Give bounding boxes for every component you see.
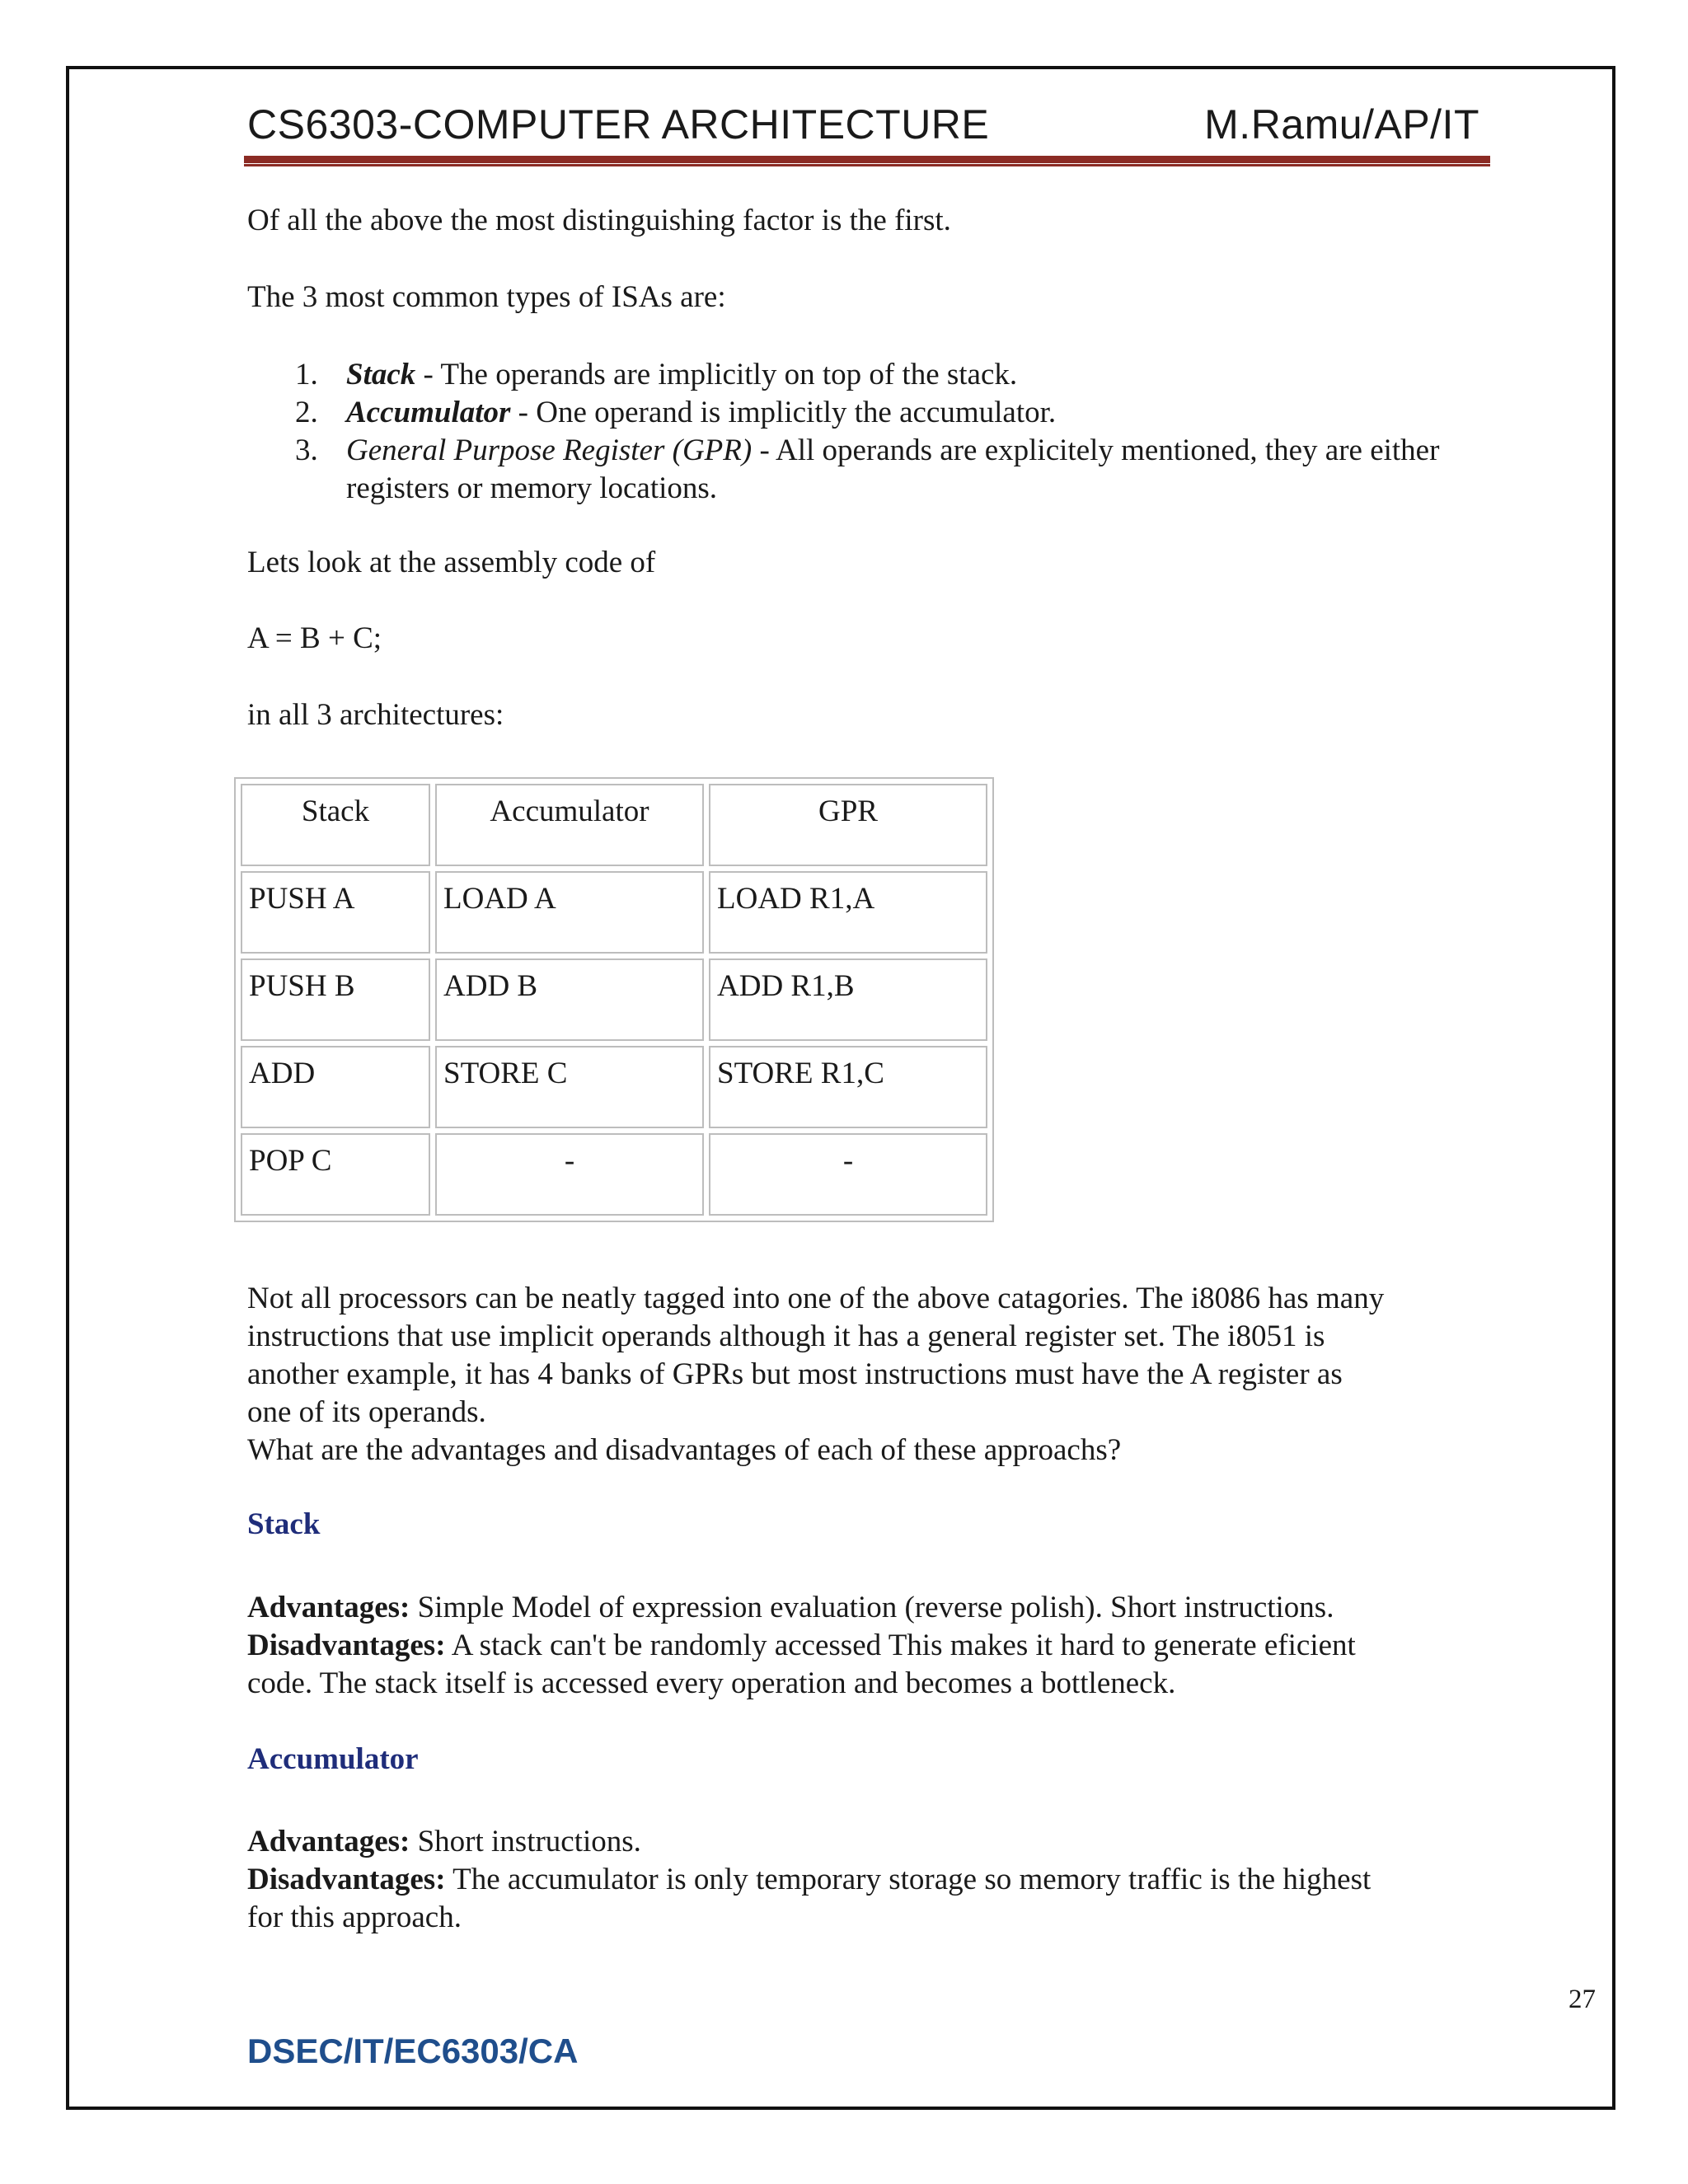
intro-paragraph-2: The 3 most common types of ISAs are: [247, 280, 726, 314]
table-row [241, 871, 987, 954]
list-item: 2. Accumulator - One operand is implicitly the accumulator. [295, 396, 1057, 429]
footer-code: DSEC/IT/EC6303/CA [247, 2032, 579, 2070]
table-cell: LOAD A [435, 871, 704, 954]
term-stack: Stack [346, 358, 416, 391]
table-cell: STORE C [435, 1046, 704, 1128]
term-gpr: General Purpose Register (GPR) [346, 434, 753, 467]
list-item: 1. Stack - The operands are implicitly on top of the stack. [295, 358, 1018, 391]
section-title-accumulator: Accumulator [247, 1742, 419, 1776]
column-header: Stack [241, 784, 430, 866]
table-header-row [241, 784, 987, 866]
table-row [241, 1046, 987, 1128]
accumulator-pros-cons: Advantages: Short instructions. Disadvantages: The accumulator is only temporary storage so memory traffic is the highest for this approach. [247, 1825, 1372, 1934]
stack-pros-cons: Advantages: Simple Model of expression evaluation (reverse polish). Short instructions. Disadvantages: A stack can't be randomly accessed This makes it hard to generate eficient code. The stack itself is accessed every operation and becomes a bottleneck. [247, 1591, 1356, 1700]
example-intro: Lets look at the assembly code of [247, 546, 656, 579]
table-cell: PUSH A [241, 871, 430, 954]
isa-types-list [288, 356, 1484, 508]
column-header: Accumulator [435, 784, 704, 866]
table-cell: - [435, 1133, 704, 1216]
section-title-stack: Stack [247, 1507, 321, 1541]
table-cell: ADD [241, 1046, 430, 1128]
table-cell: PUSH B [241, 958, 430, 1041]
course-title: CS6303-COMPUTER ARCHITECTURE [247, 101, 990, 148]
page-number: 27 [1568, 1985, 1596, 2014]
example-code: A = B + C; [247, 621, 382, 655]
table-cell: STORE R1,C [709, 1046, 987, 1128]
table-cell: ADD B [435, 958, 704, 1041]
intro-paragraph-1: Of all the above the most distinguishing factor is the first. [247, 204, 951, 237]
term-accumulator: Accumulator [346, 396, 511, 429]
column-header: GPR [709, 784, 987, 866]
discussion-paragraph: Not all processors can be neatly tagged into one of the above catagories. The i8086 has many instructions that use implicit operands although it has a general register set. The i8051 is another example, it has 4 banks of GPRs but most instructions must have the A register as one of its operands. What are the advantages and disadvantages of each of these approachs? [247, 1282, 1385, 1467]
table-row [241, 958, 987, 1041]
table-row [241, 1133, 987, 1216]
example-outro: in all 3 architectures: [247, 698, 504, 732]
header-rule-thick [244, 156, 1490, 163]
table-cell: POP C [241, 1133, 430, 1216]
table-cell: ADD R1,B [709, 958, 987, 1041]
assembly-comparison-table [234, 777, 994, 1222]
header-rule-thin [244, 164, 1490, 166]
table-cell: LOAD R1,A [709, 871, 987, 954]
author-tag: M.Ramu/AP/IT [1204, 101, 1479, 148]
page-header [247, 101, 1488, 157]
table-cell: - [709, 1133, 987, 1216]
list-item: 3. General Purpose Register (GPR) - All operands are explicitely mentioned, they are either registers or memory locations. [295, 434, 1440, 505]
